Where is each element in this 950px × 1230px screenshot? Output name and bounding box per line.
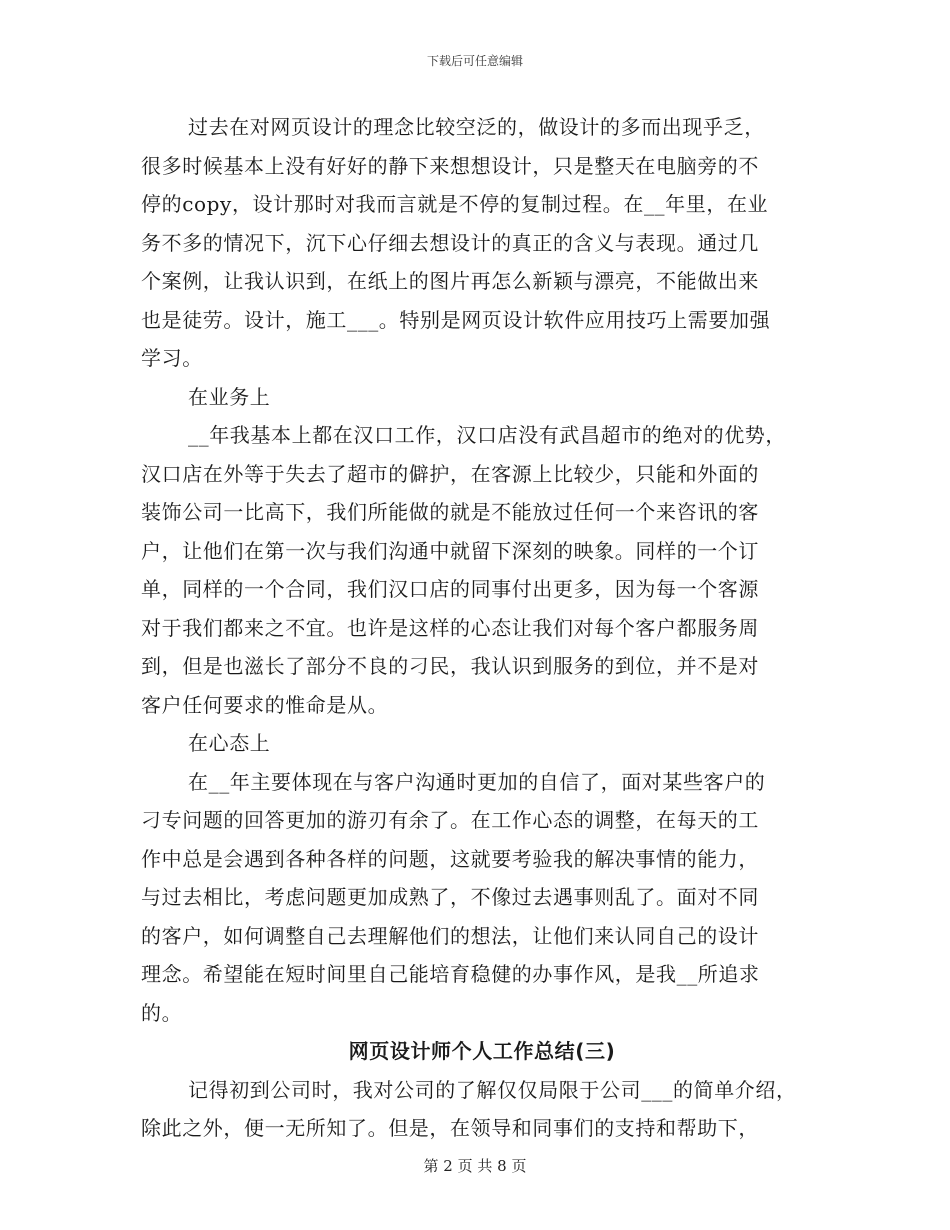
text-line: 刁专问题的回答更加的游刃有余了。在工作心态的调整，在每天的工 <box>141 808 759 832</box>
text-line: 单，同样的一个合同，我们汉口店的同事付出更多，因为每一个客源 <box>141 577 759 601</box>
text-line: 在__年主要体现在与客户沟通时更加的自信了，面对某些客户的 <box>188 769 766 794</box>
text-line: 务不多的情况下，沉下心仔细去想设计的真正的含义与表现。通过几 <box>141 230 759 255</box>
text-line: 过去在对网页设计的理念比较空泛的，做设计的多而出现乎乏， <box>188 115 765 139</box>
text-line: 的客户，如何调整自己去理解他们的想法，让他们来认同自己的设计 <box>141 923 759 948</box>
text-line: 学习。 <box>141 346 203 370</box>
text-line: 对于我们都来之不宜。也许是这样的心态让我们对每个客户都服务周 <box>141 615 759 640</box>
section-heading: 在心态上 <box>188 731 271 755</box>
text-line: 与过去相比，考虑问题更加成熟了，不像过去遇事则乱了。面对不同 <box>141 885 759 909</box>
section-title: 网页设计师个人工作总结(三) <box>348 1039 616 1063</box>
text-line: 装饰公司一比高下，我们所能做的就是不能放过任何一个来咨讯的客 <box>141 500 759 524</box>
text-line: 到，但是也滋长了部分不良的刁民，我认识到服务的到位，并不是对 <box>141 654 759 678</box>
document-body <box>141 108 813 1148</box>
text-line: 作中总是会遇到各种各样的问题，这就要考验我的解决事情的能力， <box>141 846 759 871</box>
text-line: 的。 <box>141 1000 183 1025</box>
text-line: 除此之外，便一无所知了。但是，在领导和同事们的支持和帮助下， <box>141 1116 759 1140</box>
page-header: 下载后可任意编辑 <box>426 54 523 68</box>
text-line: 也是徒劳。设计，施工___。特别是网页设计软件应用技巧上需要加强 <box>141 307 771 332</box>
text-line: 汉口店在外等于失去了超市的僻护，在客源上比较少，只能和外面的 <box>141 461 759 486</box>
text-line: 个案例，让我认识到，在纸上的图片再怎么新颖与漂亮，不能做出来 <box>141 269 759 293</box>
text-line: __年我基本上都在汉口工作，汉口店没有武昌超市的绝对的优势， <box>188 423 786 447</box>
text-line: 户，让他们在第一次与我们沟通中就留下深刻的映象。同样的一个订 <box>141 538 759 563</box>
text-line: 客户任何要求的惟命是从。 <box>141 692 389 717</box>
text-line: 理念。希望能在短时间里自己能培育稳健的办事作风，是我__所追求 <box>141 962 760 986</box>
page-footer: 第 2 页 共 8 页 <box>423 1157 527 1175</box>
text-line: 记得初到公司时，我对公司的了解仅仅局限于公司___的简单介绍， <box>188 1077 797 1102</box>
text-line: 很多时候基本上没有好好的静下来想想设计，只是整天在电脑旁的不 <box>141 153 759 178</box>
section-heading: 在业务上 <box>188 384 271 409</box>
text-line: 停的copy，设计那时对我而言就是不停的复制过程。在__年里，在业 <box>141 192 769 216</box>
